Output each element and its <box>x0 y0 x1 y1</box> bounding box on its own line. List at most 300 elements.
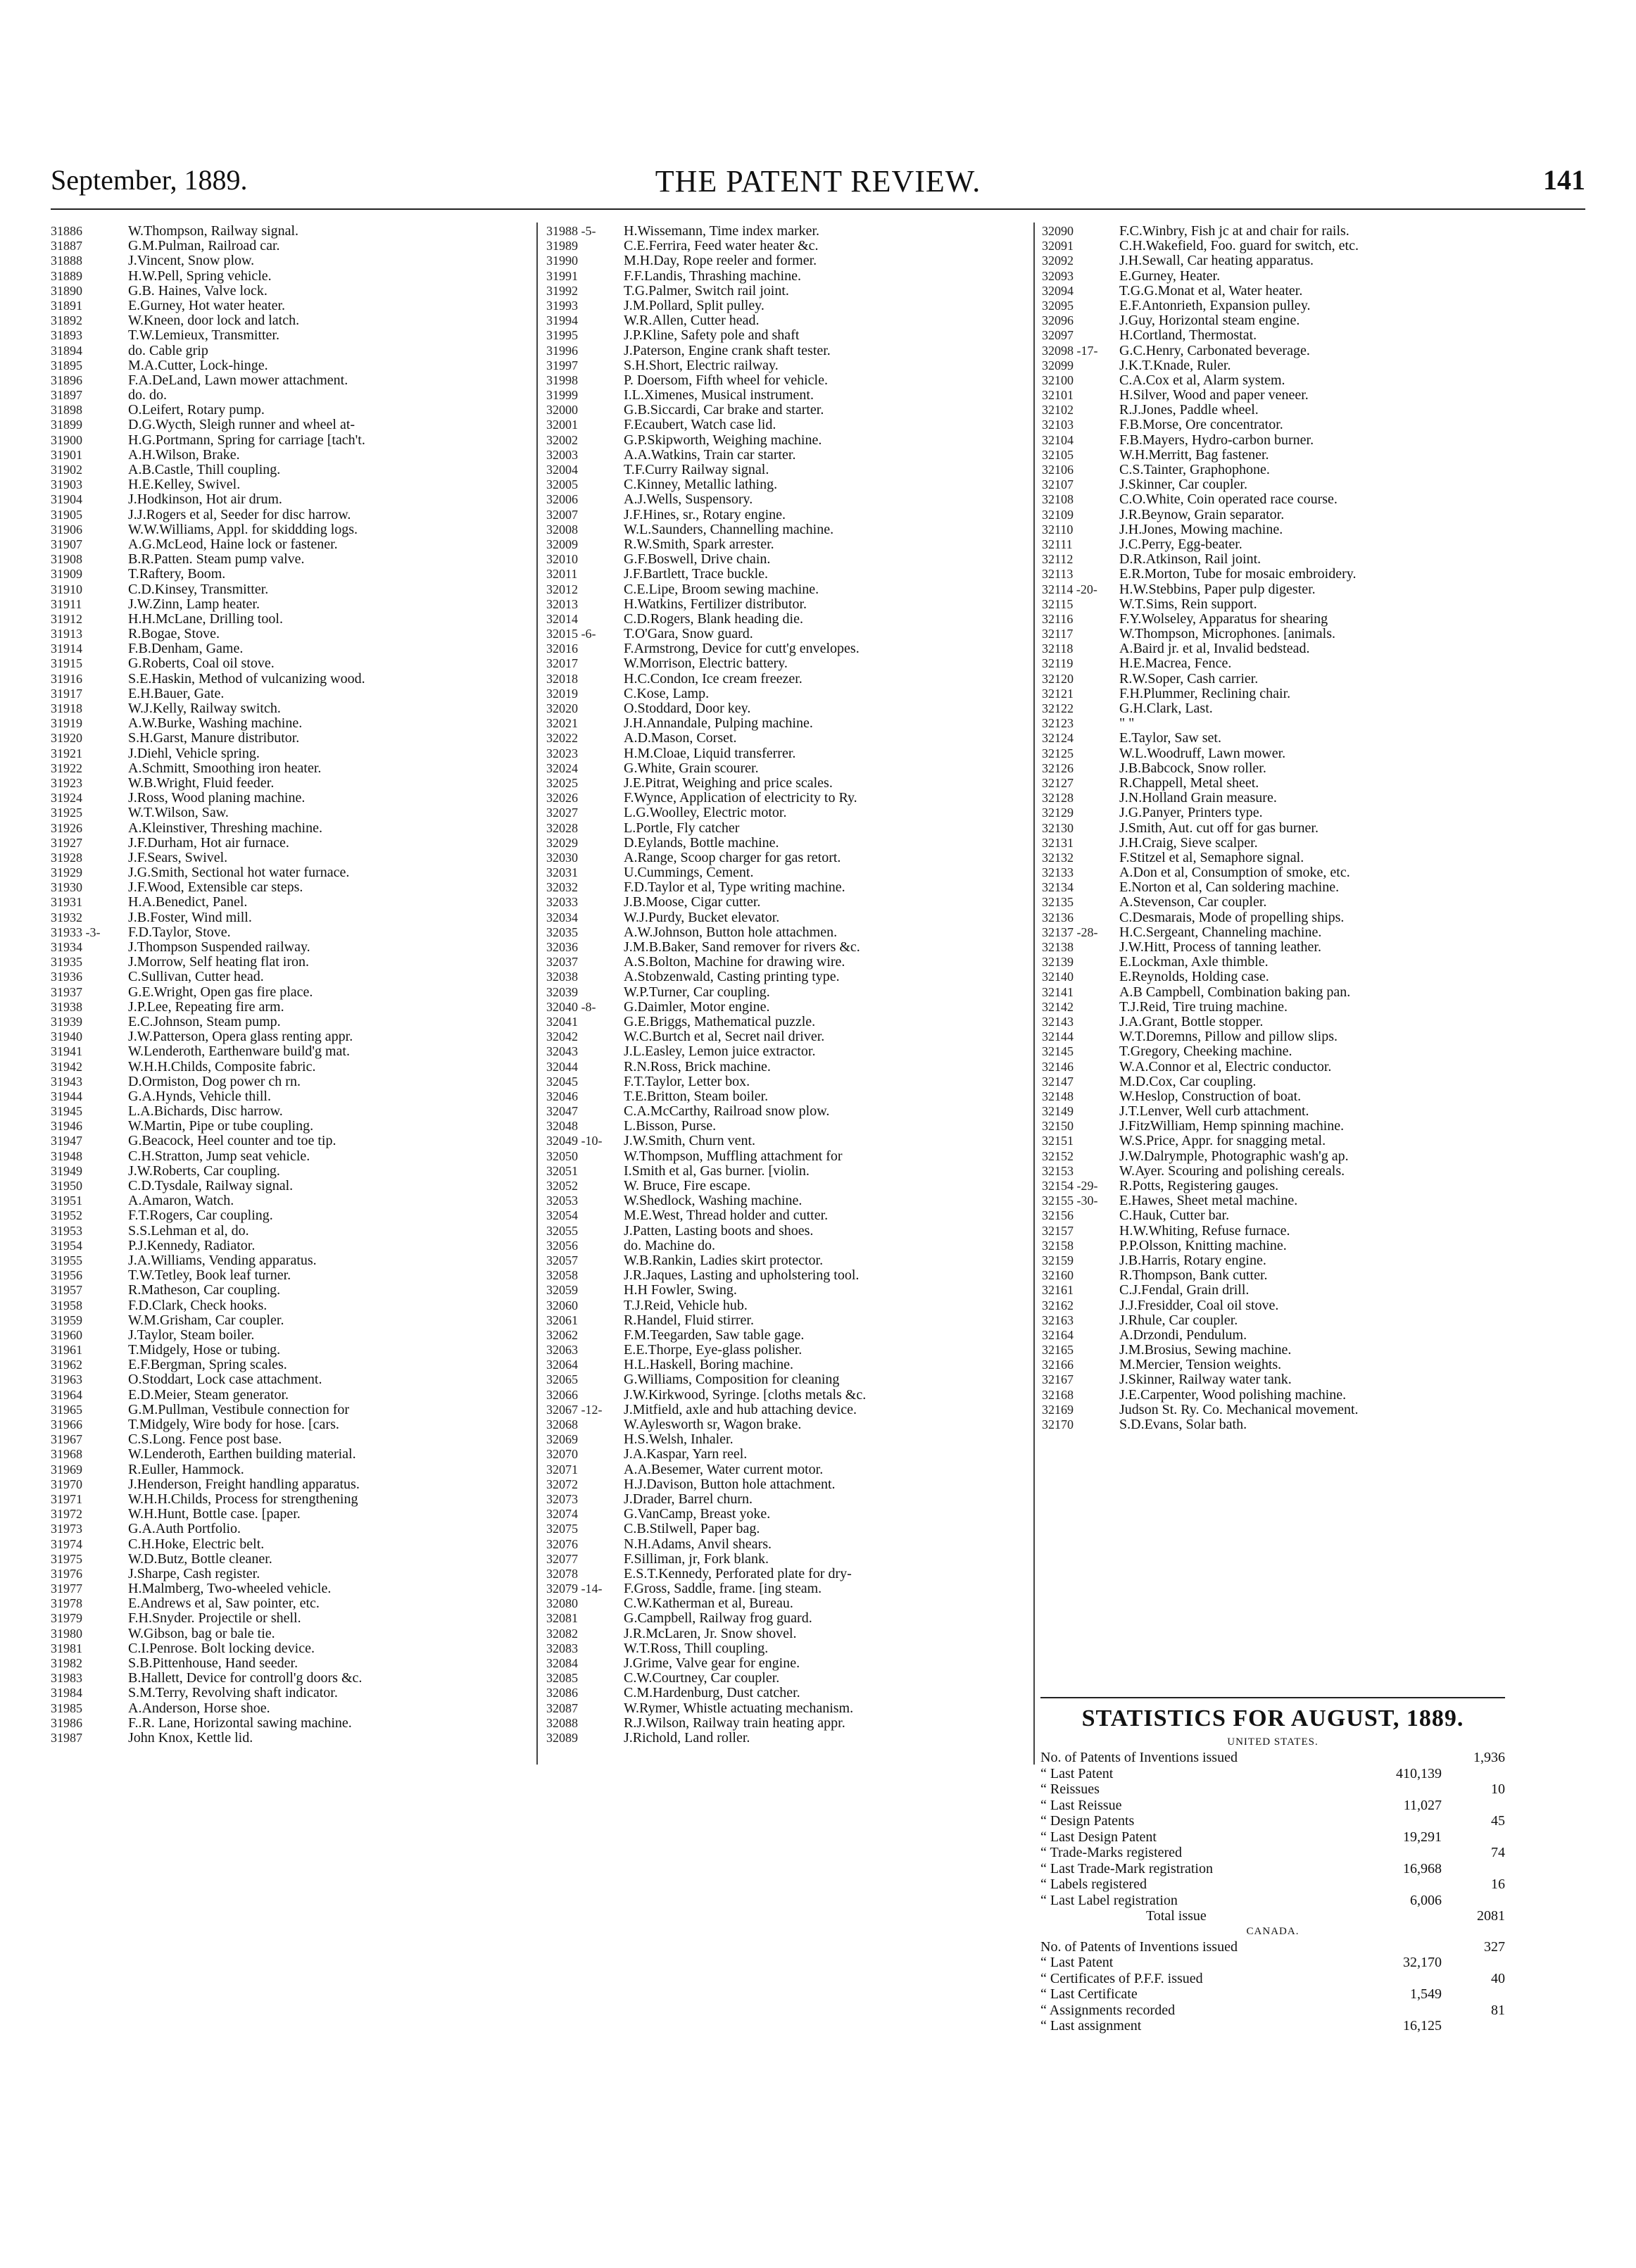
statistic-label: “ Reissues <box>1040 1781 1100 1797</box>
patent-entry <box>51 1403 531 1417</box>
patent-entry <box>546 1567 1028 1581</box>
patent-entry <box>1042 1268 1506 1283</box>
patent-number: 31952 <box>51 1208 82 1223</box>
patent-entry <box>1042 687 1506 701</box>
statistic-label: No. of Patents of Inventions issued <box>1040 1938 1238 1955</box>
patent-entry <box>1042 672 1506 687</box>
patent-entry <box>51 1134 531 1148</box>
patent-entry <box>546 284 1028 299</box>
patent-number: 31916 <box>51 671 82 686</box>
patent-entry <box>51 1208 531 1223</box>
patent-description: J.Smith, Aut. cut off for gas burner. <box>1119 820 1319 836</box>
patent-description: O.Stoddard, Door key. <box>624 701 751 716</box>
patent-number: 32031 <box>546 865 578 880</box>
patent-description: S.S.Lehman et al, do. <box>128 1223 249 1239</box>
patent-number: 31918 <box>51 701 82 715</box>
patent-description: G.Daimler, Motor engine. <box>624 999 770 1015</box>
patent-number: 32132 <box>1042 850 1074 865</box>
patent-entry <box>51 224 531 239</box>
patent-number: 32049 -10- <box>546 1134 603 1148</box>
patent-number: 32000 <box>546 403 578 418</box>
patent-entry <box>51 477 531 492</box>
patent-number: 31929 <box>51 865 82 880</box>
patent-number: 31961 <box>51 1343 82 1358</box>
patent-description: J.R.Jaques, Lasting and upholstering tool. <box>624 1268 860 1284</box>
patent-description: E.F.Antonrieth, Expansion pulley. <box>1119 298 1311 313</box>
patent-description: W.S.Price, Appr. for snagging metal. <box>1119 1134 1326 1149</box>
patent-number: 31968 <box>51 1447 82 1462</box>
patent-entry <box>51 1432 531 1447</box>
patent-description: C.W.Katherman et al, Bureau. <box>624 1596 793 1612</box>
patent-number: 32038 <box>546 970 578 984</box>
patent-description: G.White, Grain scourer. <box>624 760 759 776</box>
patent-number: 31897 <box>51 388 82 403</box>
patent-entry <box>51 672 531 687</box>
patent-entry <box>51 1000 531 1015</box>
patent-number: 32139 <box>1042 955 1074 970</box>
patent-entry <box>51 1388 531 1403</box>
patent-description: E.H.Bauer, Gate. <box>128 686 225 701</box>
statistic-row <box>1040 2003 1505 2019</box>
patent-number: 32032 <box>546 880 578 895</box>
patent-entry <box>51 985 531 1000</box>
total-issue-label: Total issue <box>1146 1908 1207 1924</box>
patent-entry <box>1042 1224 1506 1239</box>
patent-description: F.Wynce, Application of electricity to Ry. <box>624 791 857 806</box>
patent-number: 31964 <box>51 1387 82 1402</box>
patent-description: J.N.Holland Grain measure. <box>1119 791 1277 806</box>
patent-number: 32072 <box>546 1477 578 1491</box>
patent-description: H.A.Benedict, Panel. <box>128 895 248 910</box>
patent-entry <box>1042 1239 1506 1253</box>
patent-description: E.Gurney, Heater. <box>1119 268 1221 284</box>
patent-entry <box>51 791 531 806</box>
patent-description: G.B. Haines, Valve lock. <box>128 283 268 299</box>
patent-description: F.Ecaubert, Watch case lid. <box>624 418 776 433</box>
patent-number: 32150 <box>1042 1119 1074 1134</box>
patent-entry <box>51 1239 531 1253</box>
patent-description: J.J.Fresidder, Coal oil stove. <box>1119 1298 1279 1313</box>
patent-entry <box>1042 627 1506 641</box>
patent-number: 32066 <box>546 1387 578 1402</box>
patent-entry <box>1042 791 1506 806</box>
patent-entry <box>546 477 1028 492</box>
patent-number: 32143 <box>1042 1014 1074 1029</box>
patent-entry <box>51 612 531 627</box>
patent-number: 31943 <box>51 1074 82 1089</box>
patent-entry <box>1042 403 1506 418</box>
patent-description: H.Watkins, Fertilizer distributor. <box>624 596 807 612</box>
patent-description: J.Skinner, Railway water tank. <box>1119 1372 1292 1388</box>
patent-description: H.C.Condon, Ice cream freezer. <box>624 671 803 687</box>
patent-number: 32040 -8- <box>546 999 596 1014</box>
patent-entry <box>1042 701 1506 716</box>
patent-number: 32122 <box>1042 701 1074 715</box>
patent-number: 32074 <box>546 1507 578 1522</box>
patent-number: 31972 <box>51 1507 82 1522</box>
patent-number: 32042 <box>546 1029 578 1044</box>
patent-entry <box>1042 239 1506 253</box>
patent-number: 31992 <box>546 283 578 298</box>
patent-entry <box>51 701 531 716</box>
patent-description: J.B.Babcock, Snow roller. <box>1119 760 1266 776</box>
statistic-label: “ Trade-Marks registered <box>1040 1845 1183 1860</box>
patent-number: 32063 <box>546 1343 578 1358</box>
patent-entry <box>546 761 1028 776</box>
patent-entry <box>546 269 1028 284</box>
patent-description: J.G.Smith, Sectional hot water furnace. <box>128 865 350 881</box>
statistic-label: No. of Patents of Inventions issued <box>1040 1750 1238 1765</box>
patent-entry <box>546 1447 1028 1462</box>
patent-entry <box>546 1358 1028 1372</box>
patent-description: E.E.Thorpe, Eye-glass polisher. <box>624 1343 803 1358</box>
patent-entry <box>1042 1193 1506 1208</box>
patent-description: J.F.Hines, sr., Rotary engine. <box>624 507 786 522</box>
patent-number: 32124 <box>1042 731 1074 746</box>
patent-description: T.W.Tetley, Book leaf turner. <box>128 1268 291 1284</box>
patent-description: W.W.Williams, Appl. for skiddding logs. <box>128 522 358 537</box>
patent-entry <box>51 1179 531 1193</box>
patent-description: W.Lenderoth, Earthen building material. <box>128 1447 356 1462</box>
patent-number: 31934 <box>51 940 82 954</box>
patent-number: 31928 <box>51 850 82 865</box>
patent-number: 32129 <box>1042 806 1074 820</box>
patent-entry <box>51 1627 531 1641</box>
patent-entry <box>546 537 1028 552</box>
patent-description: E.D.Meier, Steam generator. <box>128 1387 289 1403</box>
patent-description: A.S.Bolton, Machine for drawing wire. <box>624 955 845 970</box>
patent-number: 31909 <box>51 567 82 582</box>
patent-entry <box>1042 1208 1506 1223</box>
patent-number: 31988 -5- <box>546 224 596 238</box>
patent-entry <box>546 1239 1028 1253</box>
patent-entry <box>546 1581 1028 1596</box>
patent-number: 32097 <box>1042 328 1074 343</box>
patent-number: 31937 <box>51 984 82 999</box>
patent-description: H.Cortland, Thermostat. <box>1119 328 1257 344</box>
patent-number: 31923 <box>51 775 82 790</box>
patent-number: 32152 <box>1042 1148 1074 1163</box>
patent-entry <box>1042 567 1506 582</box>
patent-number: 32023 <box>546 746 578 760</box>
statistic-count: 10 <box>1491 1781 1505 1797</box>
patent-number: 32005 <box>546 477 578 492</box>
patent-entry <box>51 1507 531 1522</box>
patent-number: 31999 <box>546 388 578 403</box>
patent-number: 31998 <box>546 372 578 387</box>
patent-number: 31935 <box>51 955 82 970</box>
patent-entry <box>1042 269 1506 284</box>
patent-description: R.W.Smith, Spark arrester. <box>624 537 774 552</box>
patent-number: 31930 <box>51 880 82 895</box>
patent-number: 31967 <box>51 1432 82 1447</box>
patent-description: J.Rhule, Car coupler. <box>1119 1312 1238 1328</box>
patent-entry <box>1042 1417 1506 1432</box>
patent-entry <box>546 1328 1028 1343</box>
patent-number: 31991 <box>546 268 578 283</box>
patent-number: 31981 <box>51 1641 82 1655</box>
patent-entry <box>51 537 531 552</box>
patent-number: 31976 <box>51 1566 82 1581</box>
patent-description: P.P.Olsson, Knitting machine. <box>1119 1238 1287 1253</box>
patent-entry <box>1042 418 1506 432</box>
statistic-row <box>1040 1845 1505 1861</box>
patent-description: J.T.Lenver, Well curb attachment. <box>1119 1104 1309 1120</box>
patent-description: C.D.Rogers, Blank heading die. <box>624 611 803 627</box>
patent-number: 31962 <box>51 1358 82 1372</box>
patent-number: 31966 <box>51 1417 82 1431</box>
patent-entry <box>546 1671 1028 1686</box>
patent-number: 32002 <box>546 432 578 447</box>
patent-entry <box>546 731 1028 746</box>
patent-entry <box>51 1731 531 1746</box>
patent-entry <box>546 1089 1028 1104</box>
patent-entry <box>546 1134 1028 1148</box>
patent-description: H.E.Kelley, Swivel. <box>128 477 241 493</box>
patent-number: 32021 <box>546 716 578 731</box>
patent-entry <box>546 1403 1028 1417</box>
patent-entry <box>51 1164 531 1179</box>
patent-description: John Knox, Kettle lid. <box>128 1730 253 1746</box>
patent-entry <box>546 433 1028 448</box>
patent-description: J.W.Dalrymple, Photographic wash'g ap. <box>1119 1148 1349 1164</box>
patent-description: C.A.McCarthy, Railroad snow plow. <box>624 1104 830 1120</box>
patent-description: W.B.Wright, Fluid feeder. <box>128 775 275 791</box>
patent-entry <box>1042 1060 1506 1075</box>
patent-description: F.D.Taylor, Stove. <box>128 925 231 940</box>
patent-number: 31984 <box>51 1686 82 1700</box>
statistic-count: 327 <box>1484 1938 1505 1955</box>
patent-column-2 <box>546 224 1028 1746</box>
patent-entry <box>1042 1000 1506 1015</box>
patent-description: G.M.Pulman, Railroad car. <box>128 239 280 254</box>
patent-description: W.H.Hunt, Bottle case. [paper. <box>128 1507 301 1522</box>
patent-entry <box>51 284 531 299</box>
patent-number: 32170 <box>1042 1417 1074 1431</box>
header-rule <box>51 208 1585 210</box>
patent-number: 31905 <box>51 507 82 522</box>
patent-entry <box>51 239 531 253</box>
patent-description: M.D.Cox, Car coupling. <box>1119 1074 1257 1089</box>
patent-entry <box>546 641 1028 656</box>
patent-entry <box>1042 641 1506 656</box>
patent-description: W.T.Ross, Thill coupling. <box>624 1641 769 1656</box>
patent-entry <box>51 433 531 448</box>
patent-description: W.H.Merritt, Bag fastener. <box>1119 447 1269 463</box>
patent-description: W.Aylesworth sr, Wagon brake. <box>624 1417 802 1432</box>
patent-entry <box>546 597 1028 612</box>
patent-description: J.Henderson, Freight handling apparatus. <box>128 1477 360 1492</box>
patent-number: 32108 <box>1042 492 1074 507</box>
patent-description: W.T.Wilson, Saw. <box>128 806 229 821</box>
patent-description: W.Thompson, Railway signal. <box>128 224 299 239</box>
patent-description: R.Handel, Fluid stirrer. <box>624 1312 754 1328</box>
patent-number: 31920 <box>51 731 82 746</box>
patent-description: J.G.Panyer, Printers type. <box>1119 806 1263 821</box>
patent-entry <box>51 1462 531 1477</box>
patent-description: J.W.Zinn, Lamp heater. <box>128 596 260 612</box>
patent-number: 31919 <box>51 716 82 731</box>
statistic-row <box>1040 1971 1505 1987</box>
patent-description: J.C.Perry, Egg-beater. <box>1119 537 1242 552</box>
patent-description: do. Cable grip <box>128 343 208 358</box>
patent-description: J.A.Williams, Vending apparatus. <box>128 1253 317 1268</box>
patent-number: 32147 <box>1042 1074 1074 1089</box>
patent-entry <box>1042 1104 1506 1119</box>
patent-description: T.J.Reid, Tire truing machine. <box>1119 999 1288 1015</box>
patent-number: 31945 <box>51 1104 82 1119</box>
patent-number: 31973 <box>51 1522 82 1536</box>
us-statistics <box>1040 1750 1505 1908</box>
patent-description: J.Hodkinson, Hot air drum. <box>128 492 282 508</box>
patent-description: E.R.Morton, Tube for mosaic embroidery. <box>1119 567 1357 582</box>
patent-number: 32017 <box>546 656 578 671</box>
statistic-count: 1,936 <box>1473 1750 1505 1765</box>
patent-number: 32102 <box>1042 403 1074 418</box>
patent-description: P.J.Kennedy, Radiator. <box>128 1238 256 1253</box>
patent-number: 31985 <box>51 1700 82 1715</box>
patent-description: D.R.Atkinson, Rail joint. <box>1119 552 1261 568</box>
patent-description: E.Hawes, Sheet metal machine. <box>1119 1193 1298 1209</box>
patent-description: J.F.Durham, Hot air furnace. <box>128 835 289 851</box>
patent-description: J.Richold, Land roller. <box>624 1730 750 1746</box>
patent-number: 32159 <box>1042 1253 1074 1267</box>
patent-description: O.Leifert, Rotary pump. <box>128 403 265 418</box>
patent-description: W. Bruce, Fire escape. <box>624 1179 751 1193</box>
patent-entry <box>546 1432 1028 1447</box>
patent-entry <box>51 1701 531 1716</box>
patent-entry <box>546 1060 1028 1075</box>
patent-entry <box>1042 1313 1506 1328</box>
patent-number: 32086 <box>546 1686 578 1700</box>
statistic-row <box>1040 1829 1505 1846</box>
patent-description: W.Thompson, Muffling attachment for <box>624 1148 843 1164</box>
patent-entry <box>546 1119 1028 1134</box>
patent-description: W.Thompson, Microphones. [animals. <box>1119 627 1336 642</box>
patent-number: 32126 <box>1042 760 1074 775</box>
patent-description: C.Desmarais, Mode of propelling ships. <box>1119 910 1345 925</box>
patent-description: R.J.Jones, Paddle wheel. <box>1119 403 1259 418</box>
patent-number: 31896 <box>51 372 82 387</box>
patent-entry <box>51 1060 531 1075</box>
patent-entry <box>546 1343 1028 1358</box>
patent-description: J.E.Pitrat, Weighing and price scales. <box>624 775 833 791</box>
patent-number: 31982 <box>51 1656 82 1670</box>
patent-number: 32130 <box>1042 820 1074 835</box>
patent-entry <box>51 1447 531 1462</box>
patent-number: 32145 <box>1042 1044 1074 1059</box>
patent-entry <box>546 1224 1028 1239</box>
patent-description: F.H.Snyder. Projectile or shell. <box>128 1611 301 1627</box>
patent-entry <box>546 1372 1028 1387</box>
patent-description: J.B.Foster, Wind mill. <box>128 910 252 925</box>
patent-description: H.W.Stebbins, Paper pulp digester. <box>1119 582 1316 597</box>
patent-description: G.VanCamp, Breast yoke. <box>624 1507 771 1522</box>
patent-entry <box>51 552 531 567</box>
patent-number: 32119 <box>1042 656 1074 671</box>
patent-number: 31956 <box>51 1268 82 1283</box>
patent-entry <box>546 1164 1028 1179</box>
patent-entry <box>546 627 1028 641</box>
patent-number: 32149 <box>1042 1104 1074 1119</box>
patent-entry <box>1042 1089 1506 1104</box>
patent-entry <box>546 1388 1028 1403</box>
patent-description: W.T.Sims, Rein support. <box>1119 596 1257 612</box>
patent-description: G.Williams, Composition for cleaning <box>624 1372 840 1388</box>
patent-description: J.F.Bartlett, Trace buckle. <box>624 567 769 582</box>
patent-entry <box>51 821 531 836</box>
patent-entry <box>546 1611 1028 1626</box>
patent-number: 32075 <box>546 1522 578 1536</box>
patent-number: 32160 <box>1042 1268 1074 1283</box>
patent-number: 31891 <box>51 298 82 313</box>
patent-entry <box>51 1686 531 1700</box>
journal-title: THE PATENT REVIEW. <box>655 164 981 199</box>
patent-number: 32155 -30- <box>1042 1193 1098 1208</box>
statistics-box <box>1040 1705 1505 2034</box>
patent-description: G.H.Clark, Last. <box>1119 701 1213 716</box>
statistic-label: “ Last Certificate <box>1040 1986 1138 2002</box>
patent-number: 32154 -29- <box>1042 1179 1098 1193</box>
statistic-label: “ Last Trade-Mark registration <box>1040 1860 1213 1877</box>
patent-number: 31986 <box>51 1715 82 1730</box>
patent-entry <box>1042 940 1506 955</box>
patent-entry <box>51 508 531 522</box>
patent-number: 31899 <box>51 418 82 432</box>
patent-description: F..R. Lane, Horizontal sawing machine. <box>128 1715 352 1731</box>
patent-number: 31924 <box>51 791 82 806</box>
patent-number: 31887 <box>51 239 82 253</box>
patent-entry <box>546 1313 1028 1328</box>
patent-entry <box>51 418 531 432</box>
patent-number: 32153 <box>1042 1163 1074 1178</box>
patent-entry <box>1042 508 1506 522</box>
patent-description: R.N.Ross, Brick machine. <box>624 1059 771 1075</box>
patent-entry <box>1042 1328 1506 1343</box>
patent-entry <box>546 746 1028 761</box>
patent-number: 32006 <box>546 492 578 507</box>
patent-entry <box>1042 1015 1506 1029</box>
patent-number: 32035 <box>546 925 578 939</box>
patent-number: 31942 <box>51 1059 82 1074</box>
patent-number: 32133 <box>1042 865 1074 880</box>
patent-number: 31895 <box>51 358 82 372</box>
patent-number: 32068 <box>546 1417 578 1431</box>
patent-entry <box>1042 328 1506 343</box>
page-number: 141 <box>1543 164 1585 196</box>
patent-entry <box>546 1193 1028 1208</box>
patent-entry <box>51 253 531 268</box>
patent-entry <box>546 1686 1028 1700</box>
patent-description: C.S.Long. Fence post base. <box>128 1432 282 1448</box>
patent-description: W.R.Allen, Cutter head. <box>624 313 760 329</box>
patent-entry <box>1042 910 1506 925</box>
patent-entry <box>51 1283 531 1298</box>
patent-description: H.E.Macrea, Fence. <box>1119 656 1232 672</box>
patent-number: 31993 <box>546 298 578 313</box>
patent-number: 32078 <box>546 1566 578 1581</box>
patent-entry <box>51 388 531 403</box>
patent-number: 32011 <box>546 567 578 582</box>
patent-entry <box>546 1596 1028 1611</box>
patent-number: 31980 <box>51 1626 82 1641</box>
patent-number: 32095 <box>1042 298 1074 313</box>
patent-number: 32008 <box>546 522 578 537</box>
patent-entry <box>1042 761 1506 776</box>
patent-description: C.A.Cox et al, Alarm system. <box>1119 372 1285 388</box>
patent-description: J.Taylor, Steam boiler. <box>128 1327 255 1343</box>
patent-number: 32028 <box>546 820 578 835</box>
